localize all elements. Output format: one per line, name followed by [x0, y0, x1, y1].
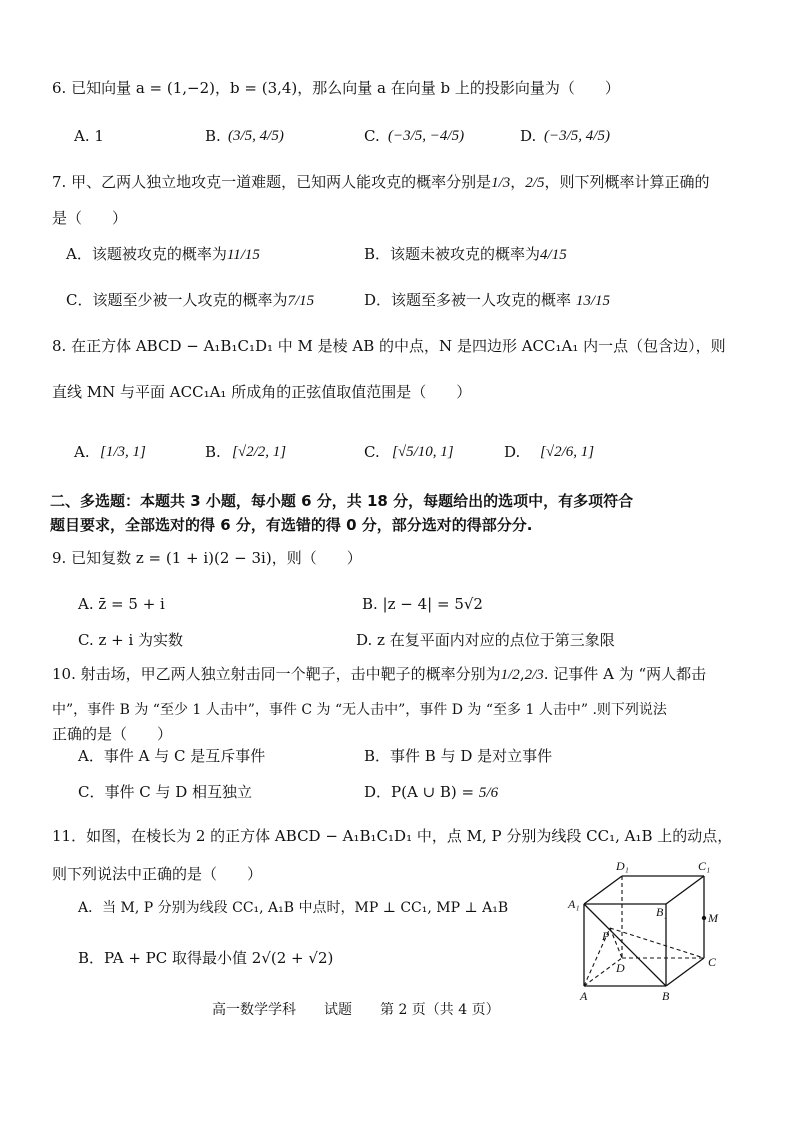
- q6-option-d-label: D.: [520, 127, 537, 145]
- q10-prob-2: 2/3: [524, 667, 544, 683]
- q10-stem-b: . 记事件 A 为 “两人都击: [543, 665, 707, 683]
- q9-option-c: C. z + i 为实数: [78, 631, 184, 649]
- segment-p-c-hidden: [610, 928, 704, 958]
- q7-option-d-value: 13/15: [575, 293, 610, 309]
- q6-option-c: (−3/5, −4/5): [388, 128, 465, 144]
- q6-option-c-label: C.: [364, 127, 380, 145]
- page-footer: 高一数学学科 试题 第 2 页（共 4 页）: [212, 1002, 500, 1018]
- q8-stem-a: 8. 在正方体 ABCD − A₁B₁C₁D₁ 中 M 是棱 AB 的中点，N 是四边形 ACC₁A₁ 内一点（包含边），则: [52, 337, 726, 355]
- label-a: A: [580, 989, 588, 1003]
- q8-option-d-label: D.: [504, 443, 521, 461]
- q6-option-b: (3/5, 4/5): [228, 128, 284, 144]
- label-p: P: [602, 929, 610, 943]
- q7-stem-c: 是（ ）: [52, 209, 128, 227]
- q10-stem-a: 10. 射击场，甲乙两人独立射击同一个靶子，击中靶子的概率分别为: [52, 665, 501, 683]
- label-c1: C₁: [698, 859, 711, 873]
- edge-a1-d1: [584, 876, 622, 904]
- q8-option-b-label: B.: [205, 443, 221, 461]
- q8-option-a: [1/3, 1]: [100, 444, 146, 460]
- q7-option-c-value: 7/15: [287, 293, 315, 309]
- label-d: D: [616, 961, 625, 975]
- edge-b1-c1: [666, 876, 704, 904]
- q10-option-a: A．事件 A 与 C 是互斥事件: [78, 747, 266, 765]
- label-c: C: [708, 955, 717, 969]
- label-m: M: [708, 911, 718, 925]
- q11-stem-a: 11．如图，在棱长为 2 的正方体 ABCD − A₁B₁C₁D₁ 中，点 M, P 分别为线段 CC₁, A₁B 上的动点，: [52, 827, 733, 845]
- q10-option-d-text: D．P(A ∪ B) =: [364, 783, 475, 801]
- q10-stem-d: 正确的是（ ）: [52, 725, 173, 743]
- q8-option-c-label: C.: [364, 443, 380, 461]
- q7-option-b: [364, 244, 567, 265]
- q7-option-b-text: B．该题未被攻克的概率为: [364, 245, 541, 263]
- q11-option-a: A．当 M, P 分别为线段 CC₁, A₁B 中点时，MP ⊥ CC₁, MP ⊥ A₁B: [78, 900, 509, 916]
- q7-option-c-text: C．该题至少被一人攻克的概率为: [66, 291, 288, 309]
- q7-option-a-text: A．该题被攻克的概率为: [66, 245, 227, 263]
- label-a1: A₁: [568, 897, 580, 911]
- q9-option-d: D. z 在复平面内对应的点位于第三象限: [356, 631, 615, 649]
- q7-prob-1: 1/3: [491, 175, 511, 191]
- cube-figure: [566, 856, 756, 1016]
- q10-option-d: [364, 782, 498, 803]
- q7-option-b-value: 4/15: [540, 247, 567, 263]
- label-d1: D₁: [616, 859, 629, 873]
- q10-stem-c: 中”，事件 B 为 “至少 1 人击中”，事件 C 为 “无人击中”，事件 D 为 “至多 1 人击中” .则下列说法: [52, 702, 667, 718]
- q8-option-b: [√2/2, 1]: [232, 444, 287, 460]
- point-m: [702, 916, 706, 920]
- q10-option-c: C．事件 C 与 D 相互独立: [78, 783, 253, 801]
- q11-option-b: B．PA + PC 取得最小值 2√(2 + √2): [78, 949, 334, 967]
- q10-option-b: B．事件 B 与 D 是对立事件: [364, 747, 553, 765]
- q7-prob-2: 2/5: [525, 175, 545, 191]
- q7-stem-a: 7. 甲、乙两人独立地攻克一道难题，已知两人能攻克的概率分别是: [52, 173, 492, 191]
- q8-option-d: [√2/6, 1]: [540, 444, 595, 460]
- q6-stem: 6. 已知向量 a = (1,−2)，b = (3,4)，那么向量 a 在向量 b 上的投影向量为（ ）: [52, 79, 620, 97]
- section2-line1: 二、多选题：本题共 3 小题，每小题 6 分，共 18 分，每题给出的选项中，有多项符合: [50, 492, 634, 510]
- q7-option-c: [66, 290, 314, 311]
- q7-option-a: [66, 244, 260, 265]
- q9-option-a: A. z̄ = 5 + i: [78, 595, 165, 613]
- q10-stem: 10. 射击场，甲乙两人独立射击同一个靶子，击中靶子的概率分别为1/2,2/3. 记事件 A 为 “两人都击: [52, 665, 707, 683]
- q7-option-d-text: D．该题至多被一人攻克的概率: [364, 291, 572, 309]
- q7-option-a-value: 11/15: [226, 247, 260, 263]
- q10-prob-1: 1/2: [500, 667, 520, 683]
- q6-option-a: A. 1: [74, 127, 104, 145]
- q7-stem: 7. 甲、乙两人独立地攻克一道难题，已知两人能攻克的概率分别是1/3，2/5，则下列概率计算正确的: [52, 173, 710, 191]
- q9-option-b: B. |z − 4| = 5√2: [362, 595, 483, 613]
- q6-option-d: (−3/5, 4/5): [544, 128, 610, 144]
- q9-stem: 9. 已知复数 z = (1 + i)(2 − 3i)，则（ ）: [52, 549, 362, 567]
- label-b1: B₁: [656, 905, 668, 919]
- q8-stem-b: 直线 MN 与平面 ACC₁A₁ 所成角的正弦值取值范围是（ ）: [52, 383, 472, 401]
- q11-stem-b: 则下列说法中正确的是（ ）: [52, 865, 263, 883]
- q6-option-b-label: B.: [205, 127, 221, 145]
- edge-b-c: [666, 958, 704, 986]
- label-b: B: [662, 989, 670, 1003]
- q7-option-d: [364, 290, 610, 311]
- segment-a1-b: [584, 904, 666, 986]
- q8-option-c: [√5/10, 1]: [392, 444, 454, 460]
- q8-option-a-label: A.: [74, 443, 90, 461]
- q7-stem-b: ，则下列概率计算正确的: [544, 173, 710, 191]
- q10-option-d-value: 5/6: [478, 785, 499, 801]
- section2-line2: 题目要求，全部选对的得 6 分，有选错的得 0 分，部分选对的得部分分.: [50, 516, 533, 534]
